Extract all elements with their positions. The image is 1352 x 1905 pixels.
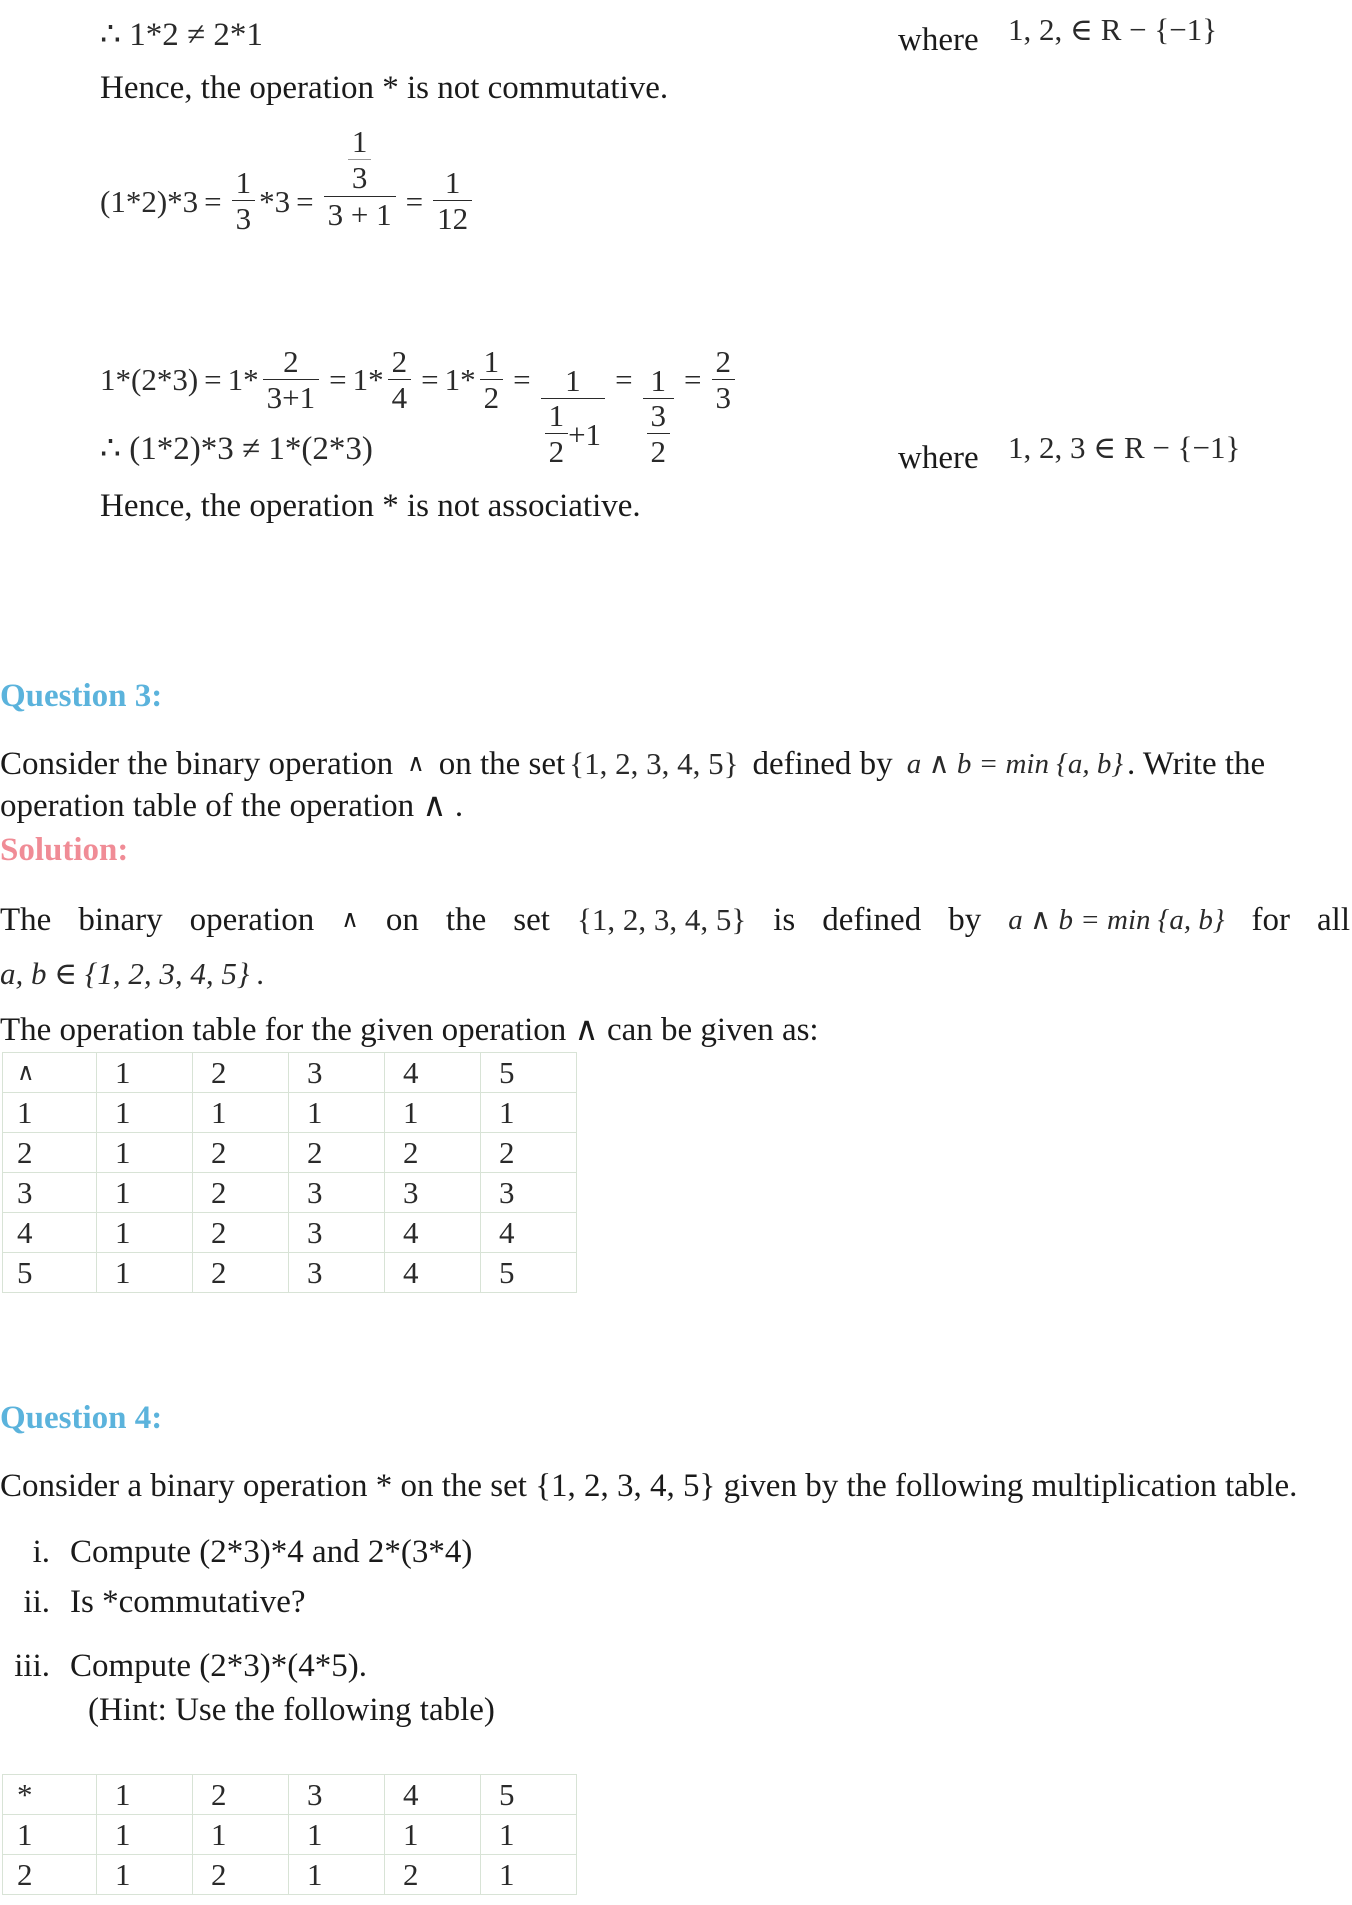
eq-lhs: (1*2)*3 <box>100 183 199 219</box>
question-4-heading: Question 4: <box>0 1400 163 1436</box>
where-condition: 1, 2, ∈ R − {−1} <box>1008 12 1218 47</box>
associative-conclusion: Hence, the operation * is not associative. <box>100 488 641 524</box>
associativity-equation-1: (1*2)*3 = $\frac{1}{3}$ *3 = $\frac{\frac{1}{3}}{3 + 1}$ = $\frac{1}{12}$ <box>100 166 476 237</box>
table-row: 1 1 1 1 1 1 <box>3 1815 577 1855</box>
associativity-equation-2: 1*(2*3) = 1* $\frac{2}{3+1}$ = 1* $\frac{2}{4}$ = 1* $\frac{1}{2}$ = 1 $\frac{1}{2}$ +1 = $\frac{1}{\frac{3}{2}}$ = $\frac{2}{3}$ <box>100 290 739 470</box>
question-3-prompt-line-1: Consider the binary operation ∧ on the set {1, 2, 3, 4, 5} defined by a ∧ b = min {a, b} . Write the <box>0 746 1266 782</box>
table-row: 2 1 2 2 2 2 <box>3 1133 577 1173</box>
table-row: 2 1 2 1 2 1 <box>3 1855 577 1895</box>
table-header-row: * 1 2 3 4 5 <box>3 1775 577 1815</box>
commutative-inequality: ∴ 1*2 ≠ 2*1 <box>100 17 263 53</box>
table-row: 4 1 2 3 4 4 <box>3 1213 577 1253</box>
table-row: 3 1 2 3 3 3 <box>3 1173 577 1213</box>
solution-line-2: a, b ∈ {1, 2, 3, 4, 5} . <box>0 956 265 991</box>
commutative-conclusion: Hence, the operation * is not commutative. <box>100 70 669 106</box>
where-condition: 1, 2, 3 ∈ R − {−1} <box>1008 430 1241 465</box>
question-4-item-ii: ii. Is *commutative? <box>23 1584 306 1620</box>
question-4-prompt: Consider a binary operation * on the set {1, 2, 3, 4, 5} given by the following multiplication table. <box>0 1468 1298 1504</box>
solution-line-1: The binary operation ∧ on the set {1, 2, 3, 4, 5} is defined by a ∧ b = min {a, b} for all <box>0 902 1350 938</box>
question-4-item-iii: iii. Compute (2*3)*(4*5). <box>14 1648 367 1684</box>
table-header-row: ∧ 1 2 3 4 5 <box>3 1053 577 1093</box>
compound-fraction: $\frac{\frac{1}{3}}{3 + 1}$ <box>324 125 396 233</box>
where-label: where <box>898 440 979 476</box>
question-3-prompt-line-2: operation table of the operation ∧ . <box>0 788 464 824</box>
solution-heading: Solution: <box>0 832 129 868</box>
star-operation-table <box>2 1774 577 1895</box>
solution-line-3: The operation table for the given operation ∧ can be given as: <box>0 1012 819 1048</box>
question-4-hint: (Hint: Use the following table) <box>88 1692 495 1728</box>
question-4-item-i: i. Compute (2*3)*4 and 2*(3*4) <box>32 1534 473 1570</box>
table-row: 5 1 2 3 4 5 <box>3 1253 577 1293</box>
min-operation-table <box>2 1052 577 1293</box>
fraction: $\frac{1}{3}$ <box>232 166 256 237</box>
table-row: 1 1 1 1 1 1 <box>3 1093 577 1133</box>
question-3-heading: Question 3: <box>0 678 163 714</box>
fraction: $\frac{1}{12}$ <box>433 166 472 237</box>
where-label: where <box>898 22 979 58</box>
associative-inequality: ∴ (1*2)*3 ≠ 1*(2*3) <box>100 431 373 467</box>
